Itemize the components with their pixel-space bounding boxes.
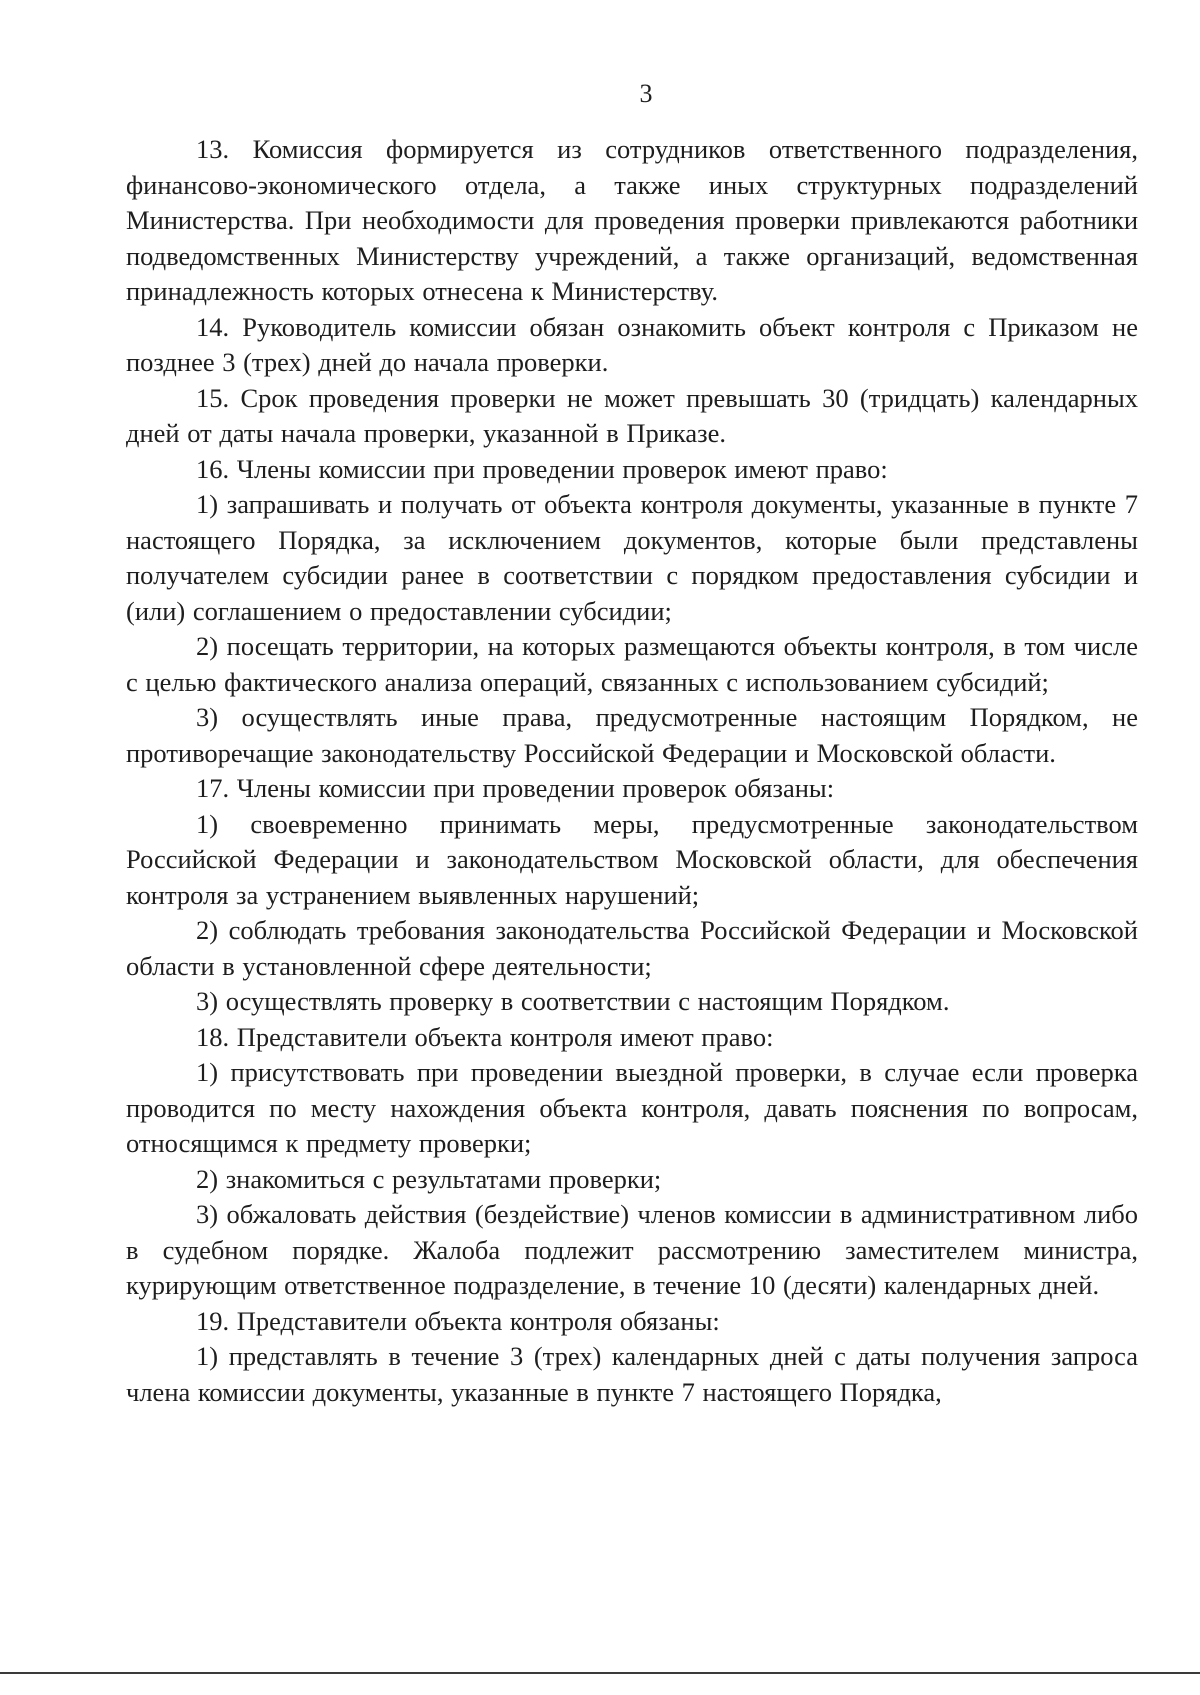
paragraph-16-item-3: 3) осуществлять иные права, предусмотренные настоящим Порядком, не противоречащие законодательству Российской Федерации и Московской области.	[126, 702, 1138, 768]
paragraph-16-item-1: 1) запрашивать и получать от объекта контроля документы, указанные в пункте 7 настоящего Порядка, за исключением документов, которые были представлены получателем субсидии ранее в соответствии с порядком предоставления субсидии и (или) соглашением о предоставлении субсидии;	[126, 489, 1138, 626]
page-number: 3	[639, 79, 653, 108]
paragraph-17: 17. Члены комиссии при проведении проверок обязаны:	[196, 773, 835, 803]
paragraph-17-item-2: 2) соблюдать требования законодательства Российской Федерации и Московской области в установленной сфере деятельности;	[126, 915, 1138, 981]
paragraph-14: 14. Руководитель комиссии обязан ознакомить объект контроля с Приказом не позднее 3 (трех) дней до начала проверки.	[126, 311, 1138, 377]
scan-bottom-edge	[0, 1672, 1200, 1674]
paragraph-18-item-1: 1) присутствовать при проведении выездной проверки, в случае если проверка проводится по месту нахождения объекта контроля, давать пояснения по вопросам, относящимся к предмету проверки;	[126, 1057, 1138, 1158]
paragraph-19-item-1: 1) представлять в течение 3 (трех) календарных дней с даты получения запроса члена комиссии документы, указанные в пункте 7 настоящего Порядка,	[126, 1341, 1138, 1407]
paragraph-17-item-3: 3) осуществлять проверку в соответствии с настоящим Порядком.	[196, 986, 950, 1016]
paragraph-18-item-3: 3) обжаловать действия (бездействие) членов комиссии в административном либо в судебном порядке. Жалоба подлежит рассмотрению заместителем министра, курирующим ответственное подразделение, в течение 10 (десяти) календарных дней.	[126, 1199, 1138, 1300]
paragraph-16-item-2: 2) посещать территории, на которых размещаются объекты контроля, в том числе с целью фактического анализа операций, связанных с использованием субсидий;	[126, 631, 1138, 697]
paragraph-18-item-2: 2) знакомиться с результатами проверки;	[196, 1163, 662, 1194]
paragraph-17-item-1: 1) своевременно принимать меры, предусмотренные законодательством Российской Федерации и законодательством Московской области, для обеспечения контроля за устранением выявленных нарушений;	[126, 808, 1138, 910]
paragraph-19: 19. Представители объекта контроля обязаны:	[196, 1305, 720, 1336]
paragraph-18: 18. Представители объекта контроля имеют право:	[196, 1021, 774, 1052]
paragraph-15: 15. Срок проведения проверки не может превышать 30 (тридцать) календарных дней от даты начала проверки, указанной в Приказе.	[126, 382, 1138, 448]
paragraph-13: 13. Комиссия формируется из сотрудников ответственного подразделения, финансово-экономического отдела, а также иных структурных подразделений Министерства. При необходимости для проведения проверки привлекаются работники подведомственных Министерству учреждений, а также организаций, ведомственная принадлежность которых отнесена к Министерству.	[126, 134, 1138, 306]
paragraph-16: 16. Члены комиссии при проведении проверок имеют право:	[196, 453, 888, 484]
